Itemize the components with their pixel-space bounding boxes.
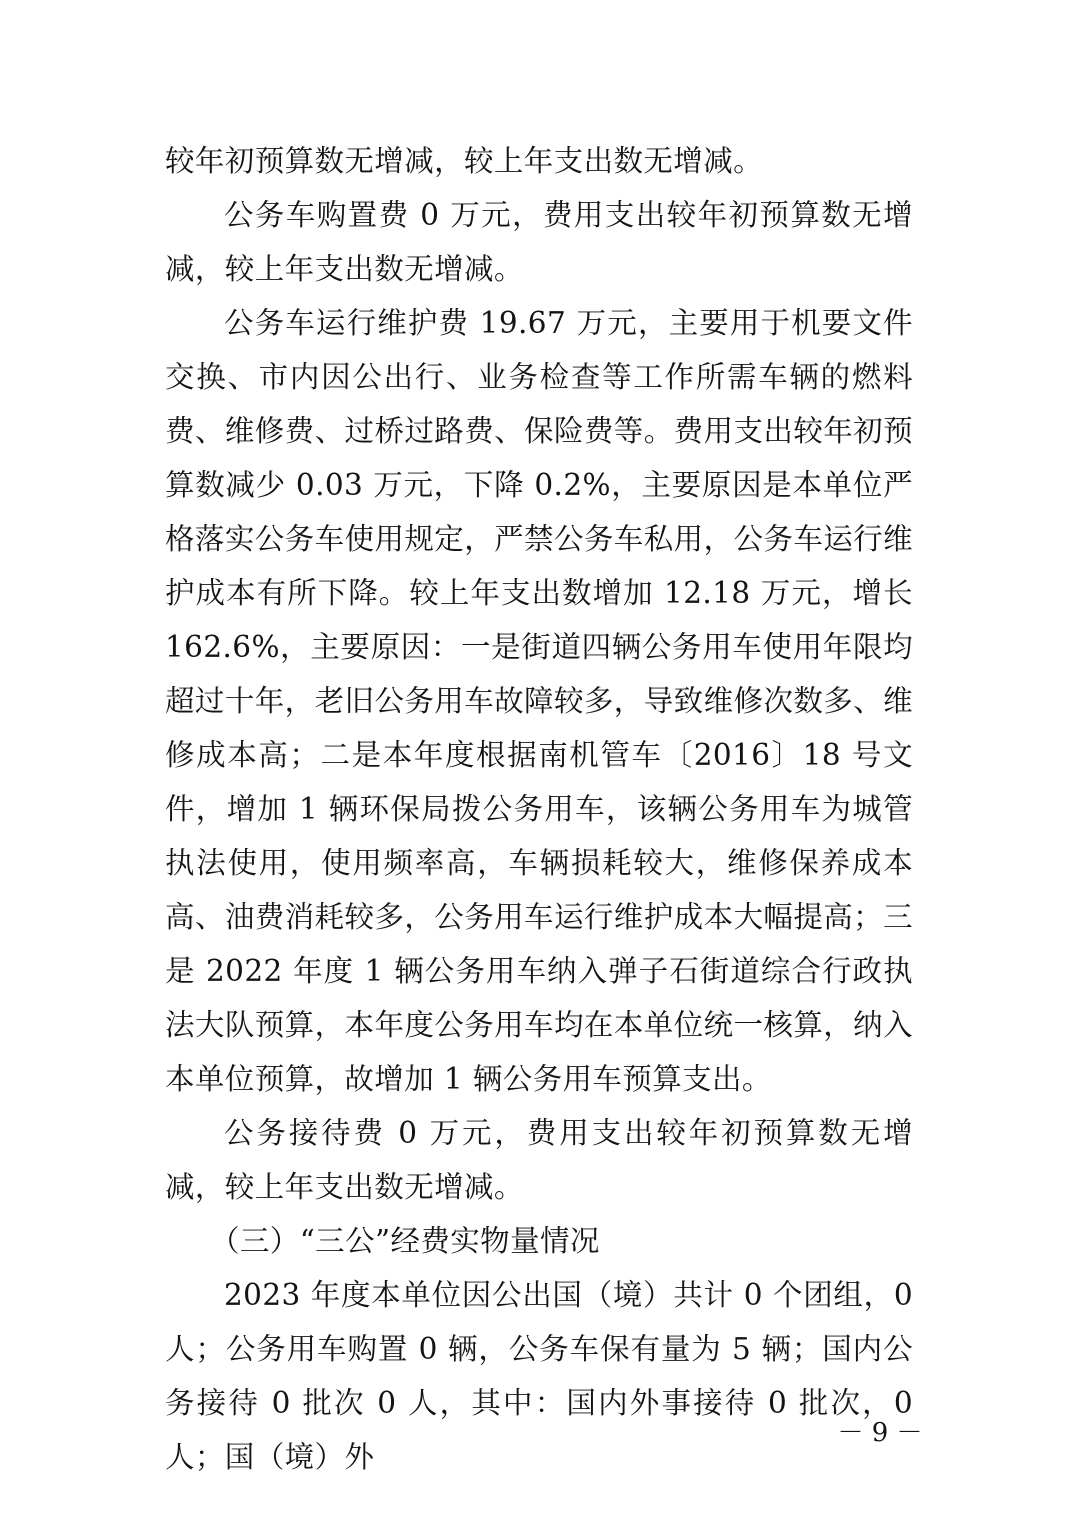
section-heading: （三）“三公”经费实物量情况: [210, 1224, 600, 1258]
paragraph-physical-quantity: 2023 年度本单位因公出国（境）共计 0 个团组，0 人；公务用车购置 0 辆，公务车保有量为 5 辆；国内公务接待 0 批次 0 人，其中：国内外事接待 0 批次，0 人；国（境）外: [165, 1278, 913, 1474]
page-number: － 9 －: [837, 1418, 923, 1448]
paragraph-vehicle-purchase: 公务车购置费 0 万元，费用支出较年初预算数无增减，较上年支出数无增减。: [165, 198, 913, 286]
paragraph-continuation: 较年初预算数无增减，较上年支出数无增减。: [165, 144, 764, 178]
document-body: [165, 134, 913, 1484]
paragraph-vehicle-operation: 公务车运行维护费 19.67 万元，主要用于机要文件交换、市内因公出行、业务检查等工作所需车辆的燃料费、维修费、过桥过路费、保险费等。费用支出较年初预算数减少 0.03 万元，下降 0.2%，主要原因是本单位严格落实公务车使用规定，严禁公务车私用，公务车运行维护成本有所下降。较上年支出数增加 12.18 万元，增长 162.6%，主要原因：一是街道四辆公务用车使用年限均超过十年，老旧公务用车故障较多，导致维修次数多、维修成本高；二是本年度根据南机管车〔2016〕18 号文件，增加 1 辆环保局拨公务用车，该辆公务用车为城管执法使用，使用频率高，车辆损耗较大，维修保养成本高、油费消耗较多，公务用车运行维护成本大幅提高；三是 2022 年度 1 辆公务用车纳入弹子石街道综合行政执法大队预算，本年度公务用车均在本单位统一核算，纳入本单位预算，故增加 1 辆公务用车预算支出。: [165, 306, 913, 1096]
paragraph-reception-fee: 公务接待费 0 万元，费用支出较年初预算数无增减，较上年支出数无增减。: [165, 1116, 913, 1204]
